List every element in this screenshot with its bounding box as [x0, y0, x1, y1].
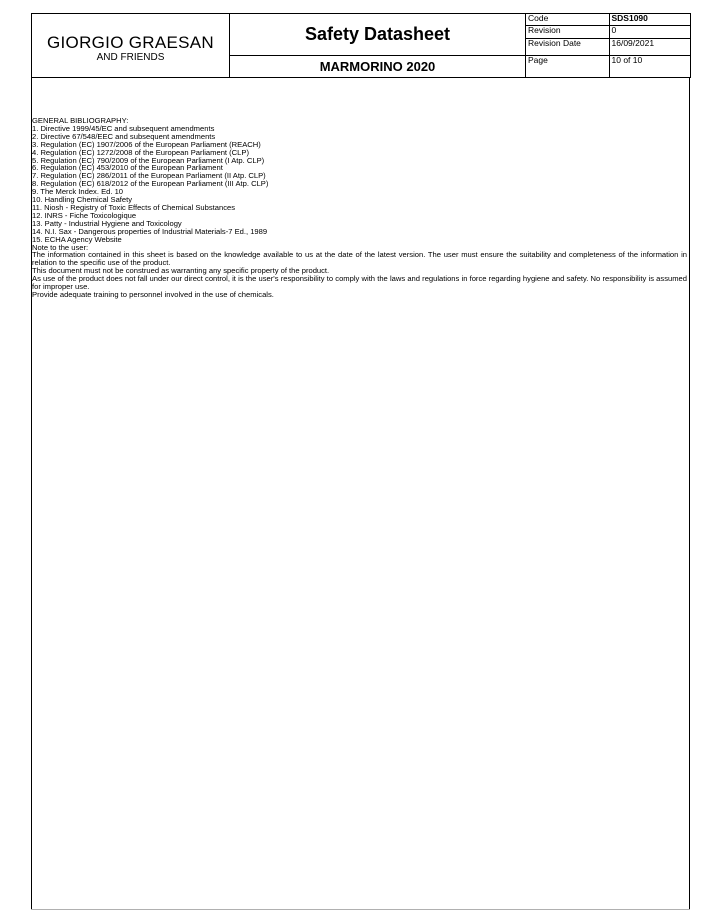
bibliography-item: 2. Directive 67/548/EEC and subsequent amendments — [32, 131, 216, 141]
bibliography-item: 15. ECHA Agency Website — [32, 234, 122, 244]
bibliography-item: 6. Regulation (EC) 453/2010 of the European Parliament — [32, 163, 223, 173]
bibliography-item: 1. Directive 1999/45/EC and subsequent amendments — [32, 123, 215, 133]
company-subtitle: AND FRIENDS — [96, 52, 165, 63]
bibliography-item: 13. Patty - Industrial Hygiene and Toxicology — [32, 218, 182, 228]
bibliography-item: 10. Handling Chemical Safety — [32, 195, 133, 205]
document-body — [32, 117, 687, 299]
page-border-bottom — [31, 909, 690, 910]
bibliography-item: 9. The Merck Index. Ed. 10 — [32, 187, 124, 197]
company-logo-block — [32, 14, 230, 78]
document-title: Safety Datasheet — [230, 14, 526, 56]
note-heading: Note to the user: — [32, 242, 89, 252]
page-label: Page — [526, 56, 609, 77]
revision-date-label: Revision Date — [526, 39, 609, 56]
code-value: SDS1090 — [609, 14, 690, 26]
code-label: Code — [526, 14, 609, 26]
bibliography-item: 4. Regulation (EC) 1272/2008 of the European Parliament (CLP) — [32, 147, 249, 157]
document-header — [31, 13, 691, 78]
revision-date-value: 16/09/2021 — [609, 39, 690, 56]
note-paragraph: Provide adequate training to personnel involved in the use of chemicals. — [32, 289, 274, 299]
bibliography-item: 12. INRS - Fiche Toxicologique — [32, 210, 137, 220]
bibliography-item: 7. Regulation (EC) 286/2011 of the European Parliament (II Atp. CLP) — [32, 171, 266, 181]
bibliography-item: 8. Regulation (EC) 618/2012 of the European Parliament (III Atp. CLP) — [32, 179, 269, 189]
bibliography-item: 11. Niosh - Registry of Toxic Effects of Chemical Substances — [32, 202, 236, 212]
note-paragraph: The information contained in this sheet is based on the knowledge available to us at the date of the latest version. The user must ensure the suitability and completeness of the information in relation to the specific use of the product. — [32, 250, 687, 268]
revision-value: 0 — [609, 26, 690, 39]
note-paragraph: This document must not be construed as warranting any specific property of the product. — [32, 266, 330, 276]
bibliography-item: 14. N.I. Sax - Dangerous properties of Industrial Materials-7 Ed., 1989 — [32, 226, 268, 236]
product-name: MARMORINO 2020 — [230, 56, 526, 78]
page-value: 10 of 10 — [609, 56, 690, 77]
doc-meta-top — [526, 14, 691, 56]
note-paragraph: As use of the product does not fall under our direct control, it is the user's responsibility to comply with the laws and regulations in force regarding hygiene and safety. No responsibility is assumed for improper use. — [32, 274, 687, 292]
company-name: GIORGIO GRAESAN — [47, 33, 214, 52]
bibliography-item: 5. Regulation (EC) 790/2009 of the European Parliament (I Atp. CLP) — [32, 155, 265, 165]
doc-meta-bottom — [526, 56, 691, 78]
bibliography-item: 3. Regulation (EC) 1907/2006 of the European Parliament (REACH) — [32, 139, 261, 149]
bibliography-heading: GENERAL BIBLIOGRAPHY: — [32, 116, 129, 125]
revision-label: Revision — [526, 26, 609, 39]
page-border-right — [689, 77, 690, 909]
